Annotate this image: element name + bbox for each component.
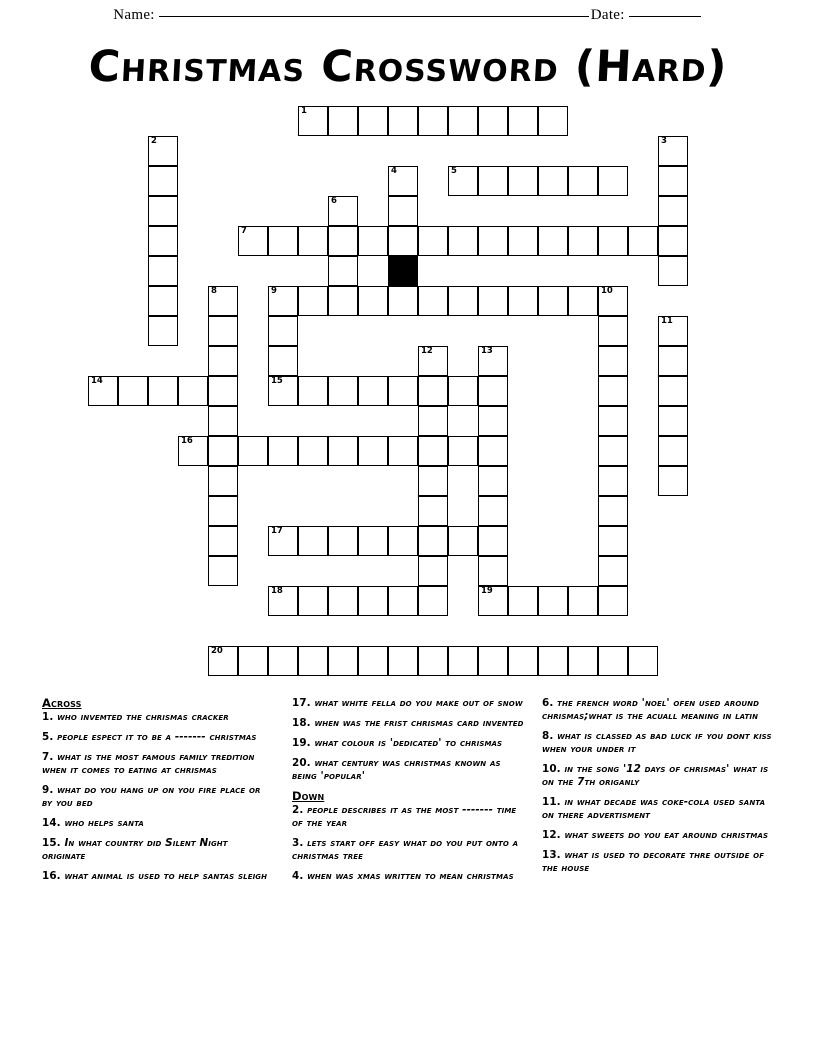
clue-item: [542, 849, 774, 875]
grid-cell[interactable]: [328, 526, 358, 556]
clue-column-3: [542, 697, 774, 957]
clue-text: In what country did Silent Night originate: [42, 837, 228, 862]
clue-text: what animal is used to help santas sleigh: [64, 870, 268, 882]
grid-cell[interactable]: [598, 496, 628, 526]
clue-number: 7.: [42, 751, 58, 763]
grid-cell[interactable]: [448, 646, 478, 676]
clue-item: [42, 837, 274, 863]
grid-cell[interactable]: [358, 436, 388, 466]
grid-cell[interactable]: [478, 586, 508, 616]
grid-cell[interactable]: [328, 256, 358, 286]
grid-cell[interactable]: [538, 586, 568, 616]
clue-item: [292, 737, 524, 750]
grid-cell[interactable]: [658, 226, 688, 256]
grid-cell[interactable]: [508, 286, 538, 316]
grid-cell[interactable]: [208, 286, 238, 316]
grid-cell[interactable]: [598, 286, 628, 316]
clue-item: [292, 804, 524, 830]
clue-text: what is the most famous family tredition when it comes to eating at chrismas: [42, 751, 255, 776]
clue-text: when was xmas written to mean christmas: [307, 870, 514, 882]
clue-list-2: [292, 697, 524, 883]
clue-item: [542, 796, 774, 822]
clue-item: [292, 757, 524, 783]
grid-cell[interactable]: [328, 436, 358, 466]
grid-cell[interactable]: [118, 376, 148, 406]
grid-cell-number: 20: [211, 646, 223, 656]
grid-cell[interactable]: [388, 436, 418, 466]
grid-cell-number: 13: [481, 346, 493, 356]
grid-cell-number: 2: [151, 136, 157, 146]
grid-cell[interactable]: [598, 346, 628, 376]
clue-number: 2.: [292, 804, 308, 816]
grid-cell[interactable]: [658, 436, 688, 466]
clue-number: 19.: [292, 737, 315, 749]
grid-cell[interactable]: [148, 166, 178, 196]
grid-cell[interactable]: [148, 376, 178, 406]
grid-cell[interactable]: [418, 496, 448, 526]
grid-cell[interactable]: [268, 586, 298, 616]
grid-cell[interactable]: [448, 226, 478, 256]
crossword-grid[interactable]: [0, 106, 816, 691]
clue-text: who helps santa: [64, 817, 144, 829]
clue-text: the french word 'noel' ofen used around chrismas;what is the acuall meaning in latin: [542, 697, 760, 722]
grid-cell[interactable]: [448, 376, 478, 406]
clue-number: 4.: [292, 870, 308, 882]
grid-cell[interactable]: [208, 526, 238, 556]
page-title: Christmas Crossword (Hard): [87, 42, 729, 92]
grid-cell[interactable]: [268, 376, 298, 406]
clue-number: 1.: [42, 711, 58, 723]
grid-cell[interactable]: [388, 646, 418, 676]
grid-cell[interactable]: [358, 226, 388, 256]
grid-cell[interactable]: [478, 346, 508, 376]
grid-cell-number: 8: [211, 286, 217, 296]
grid-cell[interactable]: [418, 586, 448, 616]
grid-cell-number: 17: [271, 526, 283, 536]
clue-item: [42, 870, 274, 883]
clue-list-3: [542, 697, 774, 875]
grid-cell[interactable]: [298, 226, 328, 256]
grid-cell[interactable]: [328, 646, 358, 676]
clue-text: what sweets do you eat around christmas: [564, 829, 769, 841]
clue-number: 12.: [542, 829, 565, 841]
grid-cell[interactable]: [568, 586, 598, 616]
grid-cell[interactable]: [148, 256, 178, 286]
grid-cell[interactable]: [208, 346, 238, 376]
across-heading: Across: [42, 696, 82, 710]
grid-cell[interactable]: [358, 286, 388, 316]
grid-cell[interactable]: [208, 316, 238, 346]
grid-cell[interactable]: [388, 166, 418, 196]
grid-cell[interactable]: [238, 646, 268, 676]
grid-cell[interactable]: [478, 496, 508, 526]
grid-cell[interactable]: [268, 346, 298, 376]
grid-cell[interactable]: [448, 436, 478, 466]
grid-cell-number: 5: [451, 166, 457, 176]
grid-cell[interactable]: [358, 106, 388, 136]
name-label: Name:: [113, 6, 155, 23]
down-heading: Down: [292, 789, 325, 803]
grid-cell[interactable]: [598, 646, 628, 676]
grid-cell[interactable]: [388, 106, 418, 136]
grid-cell[interactable]: [598, 586, 628, 616]
grid-cell[interactable]: [298, 586, 328, 616]
grid-cell[interactable]: [418, 406, 448, 436]
grid-cell[interactable]: [418, 466, 448, 496]
grid-cell[interactable]: [208, 406, 238, 436]
clue-item: [292, 870, 524, 883]
grid-cell[interactable]: [328, 226, 358, 256]
clue-text: in the song '12 days of chrismas' what is on the 7th origanly: [542, 763, 769, 788]
grid-cell[interactable]: [268, 436, 298, 466]
clue-number: 10.: [542, 763, 565, 775]
grid-cell[interactable]: [598, 466, 628, 496]
grid-cell[interactable]: [658, 466, 688, 496]
grid-cell-number: 15: [271, 376, 283, 386]
grid-cell-number: 19: [481, 586, 493, 596]
grid-cell[interactable]: [478, 436, 508, 466]
clue-item: [42, 751, 274, 777]
grid-cell[interactable]: [658, 316, 688, 346]
grid-cell[interactable]: [478, 166, 508, 196]
grid-cell[interactable]: [658, 406, 688, 436]
clue-number: 15.: [42, 837, 65, 849]
clue-text: what is classed as bad luck if you dont kiss when your under it: [542, 730, 772, 755]
grid-cell-number: 9: [271, 286, 277, 296]
grid-cell[interactable]: [658, 136, 688, 166]
grid-cell-number: 14: [91, 376, 103, 386]
grid-cell[interactable]: [238, 436, 268, 466]
grid-cell[interactable]: [598, 316, 628, 346]
grid-cell-number: 1: [301, 106, 307, 116]
grid-cell[interactable]: [628, 226, 658, 256]
grid-cell[interactable]: [208, 496, 238, 526]
grid-cell[interactable]: [418, 346, 448, 376]
grid-cell[interactable]: [388, 586, 418, 616]
grid-cell[interactable]: [538, 166, 568, 196]
grid-cell[interactable]: [88, 376, 118, 406]
date-label: Date:: [590, 6, 625, 23]
name-date-header: [0, 0, 816, 30]
grid-cell[interactable]: [148, 196, 178, 226]
grid-cell[interactable]: [508, 586, 538, 616]
grid-cell[interactable]: [418, 556, 448, 586]
grid-cell[interactable]: [358, 586, 388, 616]
grid-cell[interactable]: [328, 376, 358, 406]
grid-cell[interactable]: [148, 316, 178, 346]
clue-text: who invemted the chrismas cracker: [57, 711, 229, 723]
grid-cell[interactable]: [418, 106, 448, 136]
grid-cell[interactable]: [208, 466, 238, 496]
grid-cell[interactable]: [598, 526, 628, 556]
grid-cell[interactable]: [268, 286, 298, 316]
grid-cell[interactable]: [538, 286, 568, 316]
grid-cell[interactable]: [508, 166, 538, 196]
grid-cell[interactable]: [328, 106, 358, 136]
clue-text: people describes it as the most ------- time of the year: [292, 804, 517, 829]
grid-cell[interactable]: [598, 556, 628, 586]
clue-item: [42, 731, 274, 744]
grid-cell[interactable]: [448, 166, 478, 196]
clue-text: in what decade was coke-cola used santa on there advertisment: [542, 796, 766, 821]
grid-cell[interactable]: [478, 106, 508, 136]
clues-area: [42, 697, 782, 957]
grid-cell[interactable]: [598, 376, 628, 406]
clue-item: [292, 697, 524, 710]
grid-cell[interactable]: [508, 226, 538, 256]
grid-cell[interactable]: [268, 526, 298, 556]
grid-cell[interactable]: [478, 376, 508, 406]
clue-item: [542, 763, 774, 789]
grid-cell[interactable]: [568, 286, 598, 316]
grid-cell[interactable]: [388, 286, 418, 316]
clue-number: 6.: [542, 697, 558, 709]
grid-cell[interactable]: [598, 406, 628, 436]
grid-cell-number: 12: [421, 346, 433, 356]
clue-number: 16.: [42, 870, 65, 882]
grid-cell[interactable]: [418, 286, 448, 316]
grid-cell[interactable]: [538, 226, 568, 256]
grid-cell[interactable]: [658, 196, 688, 226]
grid-cell[interactable]: [268, 646, 298, 676]
grid-cell[interactable]: [268, 316, 298, 346]
clue-item: [42, 784, 274, 810]
grid-cell[interactable]: [298, 436, 328, 466]
grid-cell[interactable]: [478, 556, 508, 586]
grid-cell[interactable]: [418, 526, 448, 556]
grid-cell[interactable]: [148, 226, 178, 256]
grid-cell[interactable]: [208, 376, 238, 406]
grid-cell[interactable]: [268, 226, 298, 256]
grid-cell[interactable]: [208, 646, 238, 676]
grid-cell-number: 3: [661, 136, 667, 146]
clue-text: lets start off easy what do you put onto a christmas tree: [292, 837, 519, 862]
clue-text: what century was christmas known as being 'popular': [292, 757, 501, 782]
clue-number: 14.: [42, 817, 65, 829]
clue-number: 3.: [292, 837, 308, 849]
grid-cell[interactable]: [538, 646, 568, 676]
grid-cell[interactable]: [178, 436, 208, 466]
grid-cell-number: 16: [181, 436, 193, 446]
grid-cell[interactable]: [448, 526, 478, 556]
clue-item: [542, 730, 774, 756]
grid-cell[interactable]: [208, 436, 238, 466]
grid-cell[interactable]: [658, 376, 688, 406]
grid-cell[interactable]: [178, 376, 208, 406]
grid-cell[interactable]: [418, 646, 448, 676]
grid-cell[interactable]: [448, 286, 478, 316]
grid-cell[interactable]: [598, 226, 628, 256]
grid-cell[interactable]: [148, 136, 178, 166]
grid-cell-number: 10: [601, 286, 613, 296]
grid-cell[interactable]: [508, 646, 538, 676]
grid-cell[interactable]: [388, 376, 418, 406]
grid-cell[interactable]: [388, 196, 418, 226]
grid-cell[interactable]: [298, 286, 328, 316]
grid-cell[interactable]: [478, 406, 508, 436]
grid-cell[interactable]: [298, 376, 328, 406]
grid-cell[interactable]: [448, 106, 478, 136]
clue-text: what is used to decorate thre outside of the house: [542, 849, 765, 874]
clue-column-1: [42, 697, 274, 957]
clue-text: what white fella do you make out of snow: [314, 697, 523, 709]
clue-item: [292, 717, 524, 730]
grid-cell[interactable]: [658, 346, 688, 376]
grid-cell[interactable]: [418, 376, 448, 406]
grid-cell[interactable]: [388, 526, 418, 556]
grid-cell[interactable]: [328, 286, 358, 316]
clue-item: [42, 817, 274, 830]
clue-column-2: [292, 697, 524, 957]
grid-cell[interactable]: [358, 376, 388, 406]
grid-cell-number: 6: [331, 196, 337, 206]
clue-number: 20.: [292, 757, 315, 769]
clue-number: 18.: [292, 717, 315, 729]
grid-cell[interactable]: [478, 226, 508, 256]
clue-item: [42, 711, 274, 724]
clue-text: when was the frist chrismas card invented: [314, 717, 524, 729]
grid-cell[interactable]: [568, 646, 598, 676]
grid-cell[interactable]: [298, 646, 328, 676]
clue-number: 8.: [542, 730, 558, 742]
grid-cell[interactable]: [538, 106, 568, 136]
clue-number: 9.: [42, 784, 58, 796]
grid-cell[interactable]: [358, 646, 388, 676]
grid-cell[interactable]: [298, 526, 328, 556]
grid-cell[interactable]: [328, 586, 358, 616]
grid-cell[interactable]: [418, 436, 448, 466]
grid-cell[interactable]: [238, 226, 268, 256]
grid-cell[interactable]: [658, 166, 688, 196]
grid-cell[interactable]: [298, 106, 328, 136]
grid-cell[interactable]: [148, 286, 178, 316]
clue-item: [292, 837, 524, 863]
grid-cell[interactable]: [478, 646, 508, 676]
grid-cell[interactable]: [358, 526, 388, 556]
clue-item: [542, 697, 774, 723]
grid-cell[interactable]: [628, 646, 658, 676]
clue-number: 5.: [42, 731, 58, 743]
clue-list-1: [42, 711, 274, 883]
grid-cell[interactable]: [598, 436, 628, 466]
name-input-rule[interactable]: [159, 16, 589, 17]
grid-cell[interactable]: [658, 256, 688, 286]
clue-number: 13.: [542, 849, 565, 861]
grid-cell[interactable]: [478, 466, 508, 496]
grid-cell[interactable]: [568, 166, 598, 196]
grid-cell[interactable]: [568, 226, 598, 256]
grid-cell[interactable]: [418, 226, 448, 256]
grid-cell[interactable]: [328, 196, 358, 226]
clue-number: 17.: [292, 697, 315, 709]
grid-cell-number: 4: [391, 166, 397, 176]
grid-cell[interactable]: [208, 556, 238, 586]
clue-text: what colour is 'dedicated' to chrismas: [314, 737, 503, 749]
grid-block: [388, 256, 418, 286]
grid-cell[interactable]: [508, 106, 538, 136]
grid-cell[interactable]: [478, 286, 508, 316]
clue-text: people espect it to be a ------- christmas: [57, 731, 257, 743]
clue-text: what do you hang up on you fire place or by you bed: [42, 784, 261, 809]
grid-cell-number: 7: [241, 226, 247, 236]
grid-cell[interactable]: [478, 526, 508, 556]
clue-item: [542, 829, 774, 842]
grid-cell[interactable]: [598, 166, 628, 196]
grid-cell[interactable]: [388, 226, 418, 256]
clue-number: 11.: [542, 796, 565, 808]
grid-cell-number: 11: [661, 316, 673, 326]
date-input-rule[interactable]: [629, 16, 701, 17]
grid-cell-number: 18: [271, 586, 283, 596]
